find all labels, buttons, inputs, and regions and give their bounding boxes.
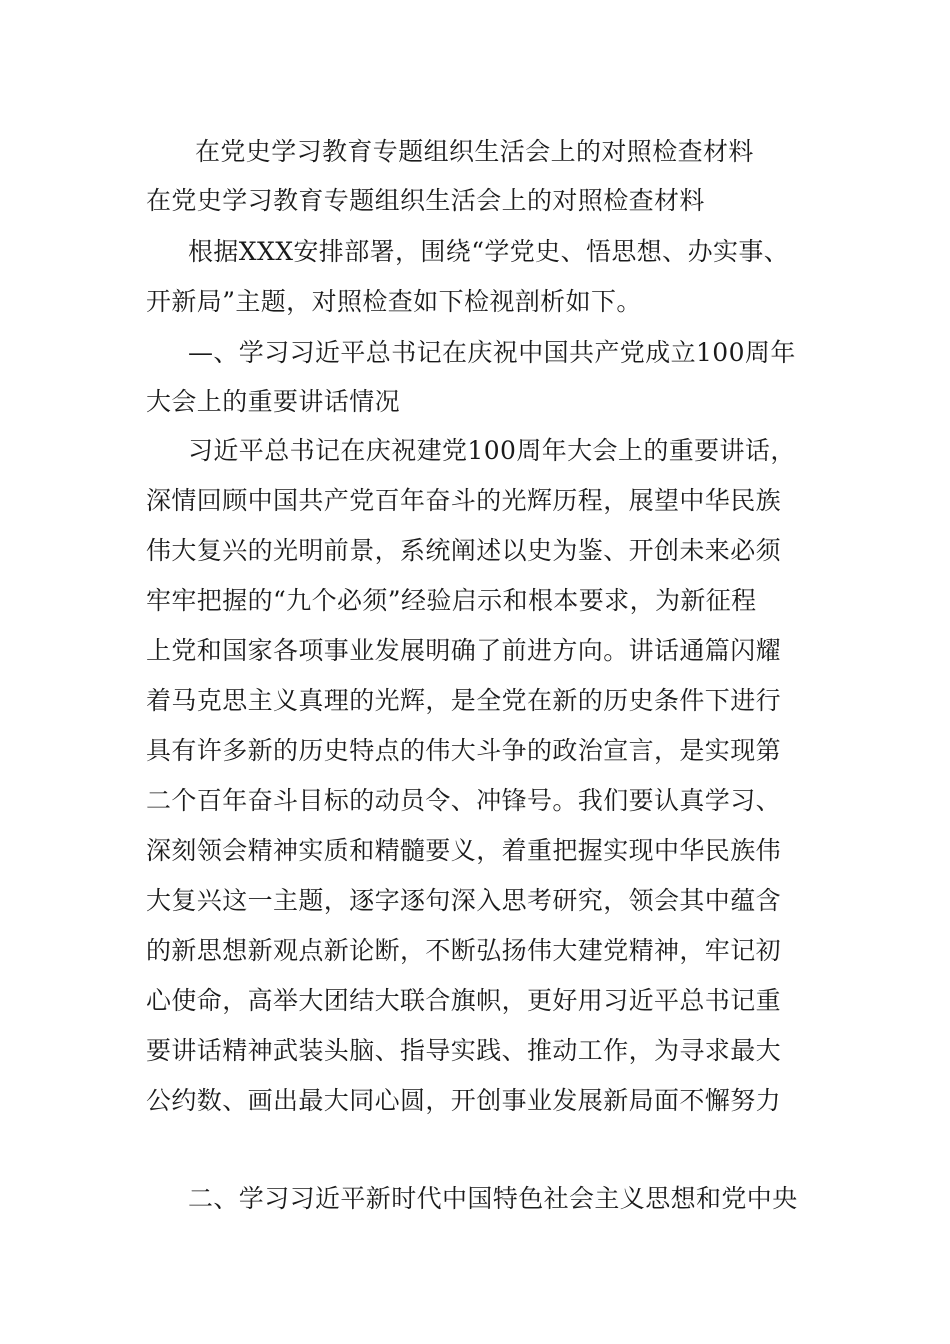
intro-line: 根据XXX安排部署，围绕“学党史、悟思想、办实事、 [188, 237, 790, 266]
section-1-body-line: 的新思想新观点新论断，不断弘扬伟大建党精神，牢记初 [146, 936, 782, 965]
section-1-body-line: 大复兴这一主题，逐字逐句深入思考研究，领会其中蕴含 [146, 886, 782, 915]
section-1-body-line: 二个百年奋斗目标的动员令、冲锋号。我们要认真学习、 [146, 786, 782, 815]
section-1-body-line: 上党和国家各项事业发展明确了前进方向。讲话通篇闪耀 [146, 636, 782, 665]
section-2-heading-line: 二、学习习近平新时代中国特色社会主义思想和党中央 [188, 1184, 798, 1213]
section-1-heading-line: 大会上的重要讲话情况 [146, 387, 401, 416]
intro-line: 开新局”主题，对照检查如下检视剖析如下。 [146, 287, 642, 316]
document-title: 在党史学习教育专题组织生活会上的对照检查材料 [195, 137, 754, 166]
section-1-body-line: 要讲话精神武装头脑、指导实践、推动工作，为寻求最大 [146, 1036, 782, 1065]
section-1-body-line: 着马克思主义真理的光辉，是全党在新的历史条件下进行 [146, 686, 782, 715]
section-1-body-line: 具有许多新的历史特点的伟大斗争的政治宣言，是实现第 [146, 736, 782, 765]
section-1-heading-line: —、学习习近平总书记在庆祝中国共产党成立100周年 [188, 338, 796, 367]
section-1-body-line: 深刻领会精神实质和精髓要义，着重把握实现中华民族伟 [146, 836, 782, 865]
document-subtitle: 在党史学习教育专题组织生活会上的对照检查材料 [146, 186, 705, 215]
section-1-body-line: 心使命，高举大团结大联合旗帜，更好用习近平总书记重 [146, 986, 782, 1015]
section-1-body-line: 习近平总书记在庆祝建党100周年大会上的重要讲话， [188, 436, 796, 465]
section-1-body-line: 牢牢把握的“九个必须”经验启示和根本要求，为新征程 [146, 586, 757, 615]
section-1-body-line: 伟大复兴的光明前景，系统阐述以史为鉴、开创未来必须 [146, 536, 782, 565]
section-1-body-line: 公约数、画出最大同心圆，开创事业发展新局面不懈努力 [146, 1086, 782, 1115]
section-1-body-line: 深情回顾中国共产党百年奋斗的光辉历程，展望中华民族 [146, 486, 782, 515]
